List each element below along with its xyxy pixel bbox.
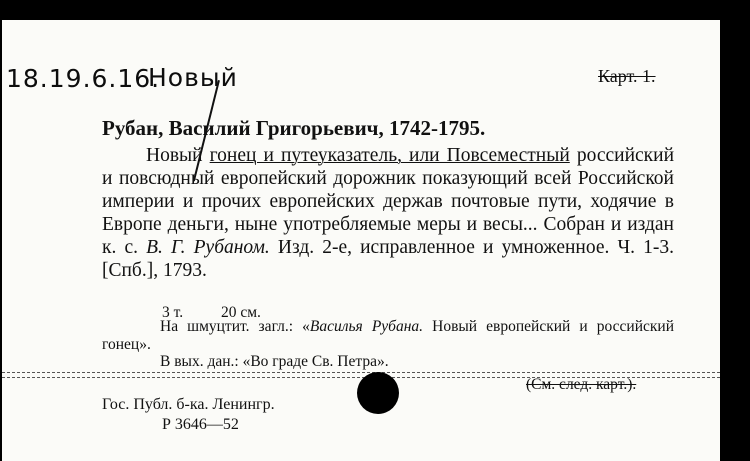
collation-size: 20 см. <box>220 304 261 321</box>
half-title-note <box>102 318 674 354</box>
note1-italic: Василья Рубана. <box>309 318 424 335</box>
author-heading: Рубан, Василий Григорьевич, 1742-1795. <box>102 116 486 140</box>
catalog-card <box>2 20 720 461</box>
call-number: Р 3646—52 <box>162 416 239 433</box>
see-next-text: (См. след. карт.). <box>526 376 637 393</box>
note1-prefix: На шмуцтит. загл.: « <box>160 318 310 335</box>
note1-rest: Новый европейский и российский гонец». <box>102 318 675 353</box>
divider-lower <box>2 377 720 378</box>
see-next-card <box>526 376 636 394</box>
title-part2: российский и повсюдный европейский дорожник показующий всей Российской империи и прочих европейских держав почтовые пути, ходячие в Европе деньги, ныне употребляемые меры и весы... Собран и издан к. с. <box>102 145 675 258</box>
collation-count: 3 т. <box>162 304 184 321</box>
divider-upper <box>2 372 720 373</box>
author-italic: В. Г. Рубаном. <box>146 237 270 258</box>
title-part1: Новый <box>146 145 203 166</box>
edition-place: Изд. 2-е, исправленное и умноженное. Ч. 1-3. [Спб.], 1793. <box>102 237 675 281</box>
handwritten-note: Новый <box>148 63 238 92</box>
punch-hole <box>357 372 399 414</box>
imprint-note: В вых. дан.: «Во граде Св. Петра». <box>160 353 389 370</box>
shelfmark: 18.19.6.16. <box>6 64 161 93</box>
title-underlined: гонец и путеуказатель, или Повсеместный <box>209 145 570 166</box>
card-number: Карт. 1. <box>598 66 656 86</box>
library-name: Гос. Публ. б-ка. Ленингр. <box>102 396 275 413</box>
title-description <box>102 144 674 282</box>
